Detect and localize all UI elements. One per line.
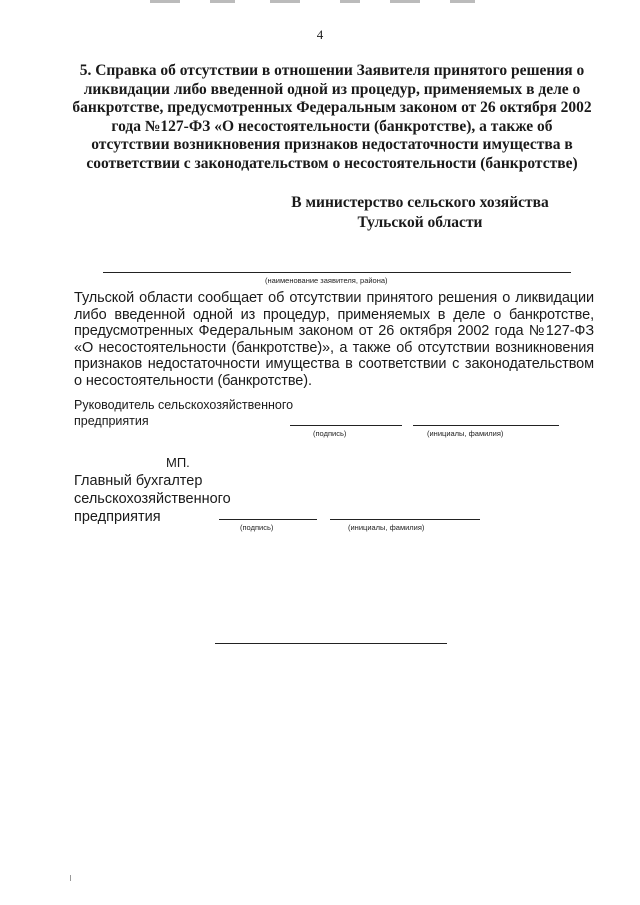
page-number: 4 (316, 27, 324, 42)
head-name-caption: (инициалы, фамилия) (427, 429, 504, 438)
accountant-label-line-3: предприятия (74, 509, 161, 525)
scan-margin-mark (70, 875, 71, 881)
addressee-block (270, 193, 570, 233)
head-label (74, 397, 293, 429)
stamp-label: МП. (166, 455, 190, 470)
certificate-body: Тульской области сообщает об отсутствии принятого решения о ликвидации либо введенной одной из процедур, применяемых в деле о банкротстве, предусмотренных Федеральным законом от 26 октября 2002 года №127-ФЗ «О несостоятельности (банкротстве)», а также об отсутствии возникновения признаков недостаточности имущества в соответствии с законодательством о несостоятельности (банкротстве). (74, 290, 594, 389)
accountant-label-line-1: Главный бухгалтер (74, 473, 203, 489)
scan-top-marks (150, 0, 510, 4)
accountant-signature-caption: (подпись) (240, 523, 274, 532)
accountant-signature-line (219, 519, 317, 520)
head-name-line (413, 425, 559, 426)
head-label-line-2: предприятия (74, 414, 149, 428)
closing-rule (215, 643, 447, 644)
accountant-label (74, 472, 294, 526)
applicant-caption: (наименование заявителя, района) (265, 276, 388, 285)
head-signature-caption: (подпись) (313, 429, 347, 438)
accountant-label-line-2: сельскохозяйственного (74, 491, 231, 507)
addressee-line-2: Тульской области (357, 214, 483, 231)
accountant-name-caption: (инициалы, фамилия) (348, 523, 425, 532)
document-heading: 5. Справка об отсутствии в отношении Заявителя принятого решения о ликвидации либо введенной одной из процедур, применяемых в деле о банкротстве, предусмотренных Федеральным законом от 26 октября 2002 года №127-ФЗ «О несостоятельности (банкротстве), а также об отсутствии возникновения признаков недостаточности имущества в соответствии с законодательством о несостоятельности (банкротстве) (72, 62, 592, 172)
head-label-line-1: Руководитель сельскохозяйственного (74, 398, 294, 412)
addressee-line-1: В министерство сельского хозяйства (291, 194, 549, 211)
applicant-name-line (103, 272, 571, 273)
accountant-name-line (330, 519, 480, 520)
head-signature-line (290, 425, 402, 426)
